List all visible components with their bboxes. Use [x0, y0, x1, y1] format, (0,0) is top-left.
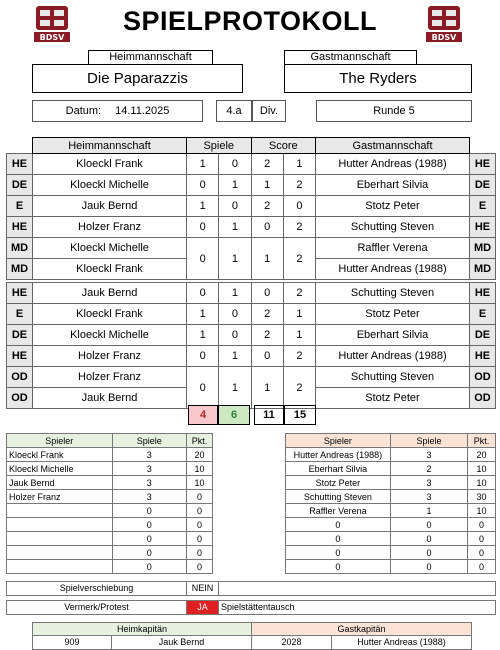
game-code: HE	[470, 217, 496, 238]
stats-points: 0	[187, 518, 213, 532]
game-code: E	[470, 196, 496, 217]
stats-points: 0	[187, 560, 213, 574]
stats-row	[7, 504, 213, 518]
home-player: Jauk Bernd	[33, 196, 187, 217]
stats-row	[286, 490, 496, 504]
game-code: E	[7, 196, 33, 217]
stats-games: 0	[390, 546, 467, 560]
guest-score: 2	[283, 283, 315, 304]
game-code: DE	[470, 175, 496, 196]
home-captain-name: Jauk Bernd	[112, 636, 252, 650]
guest-captain-label: Gastkapitän	[252, 622, 472, 636]
guest-games: 1	[219, 346, 251, 367]
stats-row	[286, 532, 496, 546]
stats-player	[7, 532, 113, 546]
home-games: 0	[187, 238, 219, 280]
match-row	[7, 238, 496, 259]
match-row	[7, 175, 496, 196]
home-captain-id: 909	[32, 636, 112, 650]
stats-row	[286, 560, 496, 574]
stats-player: Jauk Bernd	[7, 476, 113, 490]
stats-points: 10	[468, 476, 496, 490]
game-code: HE	[7, 217, 33, 238]
stats-points: 0	[468, 560, 496, 574]
game-code: OD	[7, 367, 33, 388]
match-row	[7, 217, 496, 238]
home-score: 2	[251, 304, 283, 325]
stats-games-header: Spiele	[390, 434, 467, 448]
stats-points: 0	[187, 504, 213, 518]
stats-games: 0	[112, 532, 186, 546]
stats-player-header: Spieler	[7, 434, 113, 448]
guest-stats-table	[285, 433, 496, 574]
stats-points-header: Pkt.	[468, 434, 496, 448]
match-row	[7, 325, 496, 346]
stats-player: Raffler Verena	[286, 504, 391, 518]
stats-points: 0	[468, 518, 496, 532]
guest-games: 1	[219, 238, 251, 280]
stats-games: 1	[390, 504, 467, 518]
stats-player: 0	[286, 560, 391, 574]
guest-player: Eberhart Silvia	[316, 325, 470, 346]
stats-row	[7, 518, 213, 532]
protest-row	[6, 600, 496, 615]
home-team-label: Heimmannschaft	[88, 50, 213, 65]
stats-games-header: Spiele	[112, 434, 186, 448]
home-games: 0	[187, 175, 219, 196]
home-games: 0	[187, 283, 219, 304]
guest-team-name: The Ryders	[284, 64, 472, 93]
home-score: 2	[251, 325, 283, 346]
stats-games: 3	[390, 476, 467, 490]
stats-row	[286, 518, 496, 532]
stats-player: 0	[286, 546, 391, 560]
postponement-row	[6, 581, 496, 596]
home-games: 1	[187, 304, 219, 325]
stats-row	[7, 476, 213, 490]
stats-points: 10	[468, 504, 496, 518]
stats-games: 0	[390, 518, 467, 532]
stats-games: 0	[390, 560, 467, 574]
match-row	[7, 283, 496, 304]
col-score: Score	[251, 138, 316, 154]
stats-row	[286, 476, 496, 490]
home-games: 1	[187, 325, 219, 346]
game-code: HE	[7, 283, 33, 304]
col-home: Heimmannschaft	[33, 138, 187, 154]
match-row	[7, 154, 496, 175]
home-player: Kloeckl Frank	[33, 304, 187, 325]
home-score: 1	[251, 367, 283, 409]
col-games: Spiele	[187, 138, 252, 154]
game-code: HE	[7, 346, 33, 367]
guest-score: 2	[283, 238, 315, 280]
stats-player: 0	[286, 518, 391, 532]
home-games: 0	[187, 367, 219, 409]
game-code: MD	[470, 259, 496, 280]
home-stats-table	[6, 433, 213, 574]
guest-score: 2	[283, 217, 315, 238]
protest-value: JA	[187, 601, 219, 614]
stats-points: 0	[468, 546, 496, 560]
guest-player: Stotz Peter	[316, 388, 470, 409]
stats-games: 2	[390, 462, 467, 476]
guest-games: 0	[219, 304, 251, 325]
match-table	[6, 137, 496, 409]
home-score: 1	[251, 175, 283, 196]
stats-player: Kloeckl Michelle	[7, 462, 113, 476]
home-score: 2	[251, 196, 283, 217]
guest-score: 1	[283, 304, 315, 325]
guest-score: 0	[283, 196, 315, 217]
guest-player: Schutting Steven	[316, 217, 470, 238]
date-value: 14.11.2025	[115, 105, 170, 117]
home-player: Kloeckl Michelle	[33, 325, 187, 346]
home-games: 0	[187, 217, 219, 238]
game-code: HE	[470, 154, 496, 175]
game-code: DE	[7, 325, 33, 346]
game-code: HE	[470, 346, 496, 367]
round-value: Runde 5	[316, 100, 472, 122]
home-games: 1	[187, 196, 219, 217]
guest-games: 1	[219, 217, 251, 238]
stats-points: 0	[468, 532, 496, 546]
stats-player	[7, 504, 113, 518]
stats-games: 3	[112, 476, 186, 490]
stats-row	[286, 448, 496, 462]
game-code: OD	[470, 388, 496, 409]
guest-score-total: 15	[284, 405, 316, 425]
game-code: MD	[7, 259, 33, 280]
match-row	[7, 346, 496, 367]
guest-games: 0	[219, 154, 251, 175]
guest-player: Hutter Andreas (1988)	[316, 154, 470, 175]
guest-player: Hutter Andreas (1988)	[316, 346, 470, 367]
stats-games: 0	[390, 532, 467, 546]
guest-captain-id: 2028	[252, 636, 332, 650]
home-player: Kloeckl Frank	[33, 259, 187, 280]
stats-points: 20	[187, 448, 213, 462]
stats-player: 0	[286, 532, 391, 546]
game-code: HE	[7, 154, 33, 175]
col-guest: Gastmannschaft	[316, 138, 470, 154]
stats-points: 0	[187, 532, 213, 546]
stats-player: Stotz Peter	[286, 476, 391, 490]
postponement-label: Spielverschiebung	[7, 582, 187, 595]
game-code: DE	[470, 325, 496, 346]
guest-score: 2	[283, 346, 315, 367]
home-games: 0	[187, 346, 219, 367]
home-player: Holzer Franz	[33, 217, 187, 238]
guest-player: Schutting Steven	[316, 283, 470, 304]
stats-games: 3	[112, 462, 186, 476]
stats-player: Hutter Andreas (1988)	[286, 448, 391, 462]
stats-row	[7, 490, 213, 504]
home-player: Holzer Franz	[33, 367, 187, 388]
stats-player	[7, 518, 113, 532]
division-label: Div.	[252, 100, 286, 122]
guest-player: Raffler Verena	[316, 238, 470, 259]
home-team-name: Die Paparazzis	[32, 64, 243, 93]
game-code: MD	[7, 238, 33, 259]
stats-player-header: Spieler	[286, 434, 391, 448]
match-row	[7, 304, 496, 325]
stats-points: 0	[187, 490, 213, 504]
stats-row	[286, 462, 496, 476]
date-label: Datum:	[65, 105, 102, 117]
date-field	[32, 100, 203, 122]
stats-games: 0	[112, 518, 186, 532]
guest-player: Schutting Steven	[316, 367, 470, 388]
game-code: OD	[7, 388, 33, 409]
home-score-total: 11	[254, 405, 284, 425]
game-code: E	[7, 304, 33, 325]
stats-row	[7, 532, 213, 546]
stats-row	[286, 546, 496, 560]
stats-points: 20	[468, 448, 496, 462]
stats-points-header: Pkt.	[187, 434, 213, 448]
stats-points: 10	[187, 476, 213, 490]
stats-games: 0	[112, 546, 186, 560]
stats-player: Kloeckl Frank	[7, 448, 113, 462]
guest-score: 2	[283, 367, 315, 409]
home-player: Kloeckl Michelle	[33, 238, 187, 259]
logo-text: BDSV	[39, 33, 65, 42]
stats-games: 3	[112, 448, 186, 462]
home-score: 2	[251, 154, 283, 175]
home-score: 0	[251, 283, 283, 304]
stats-points: 10	[468, 462, 496, 476]
guest-player: Stotz Peter	[316, 304, 470, 325]
game-code: MD	[470, 238, 496, 259]
home-score: 0	[251, 217, 283, 238]
stats-games: 3	[390, 448, 467, 462]
stats-row	[7, 448, 213, 462]
guest-score: 1	[283, 325, 315, 346]
stats-games: 0	[112, 504, 186, 518]
stats-games: 3	[112, 490, 186, 504]
home-player: Kloeckl Frank	[33, 154, 187, 175]
game-code: OD	[470, 367, 496, 388]
stats-row	[7, 560, 213, 574]
home-games: 1	[187, 154, 219, 175]
stats-row	[286, 504, 496, 518]
stats-points: 30	[468, 490, 496, 504]
stats-player	[7, 546, 113, 560]
home-player: Jauk Bernd	[33, 283, 187, 304]
stats-games: 3	[390, 490, 467, 504]
guest-team-label: Gastmannschaft	[284, 50, 417, 65]
protest-label: Vermerk/Protest	[7, 601, 187, 614]
logo-text: BDSV	[431, 33, 457, 42]
guest-player: Eberhart Silvia	[316, 175, 470, 196]
stats-player: Holzer Franz	[7, 490, 113, 504]
game-code: HE	[470, 283, 496, 304]
stats-points: 10	[187, 462, 213, 476]
game-code: DE	[7, 175, 33, 196]
match-row	[7, 367, 496, 388]
home-player: Jauk Bernd	[33, 388, 187, 409]
guest-games: 1	[219, 175, 251, 196]
guest-games: 0	[219, 196, 251, 217]
guest-player: Hutter Andreas (1988)	[316, 259, 470, 280]
stats-row	[7, 546, 213, 560]
guest-score: 2	[283, 175, 315, 196]
home-score: 1	[251, 238, 283, 280]
stats-player: Eberhart Silvia	[286, 462, 391, 476]
stats-points: 0	[187, 546, 213, 560]
stats-row	[7, 462, 213, 476]
home-captain-label: Heimkapitän	[32, 622, 252, 636]
match-row	[7, 196, 496, 217]
home-player: Kloeckl Michelle	[33, 175, 187, 196]
game-code: E	[470, 304, 496, 325]
stats-player: Schutting Steven	[286, 490, 391, 504]
postponement-value: NEIN	[187, 582, 219, 595]
guest-player: Stotz Peter	[316, 196, 470, 217]
captains-section	[32, 622, 472, 650]
guest-games: 1	[219, 367, 251, 409]
division-value: 4.a	[216, 100, 252, 122]
home-score: 0	[251, 346, 283, 367]
page-title: SPIELPROTOKOLL	[122, 6, 378, 36]
home-games-total: 4	[188, 405, 218, 425]
home-player: Holzer Franz	[33, 346, 187, 367]
stats-player	[7, 560, 113, 574]
protest-note: Spielstättentausch	[221, 602, 295, 612]
guest-score: 1	[283, 154, 315, 175]
guest-games: 0	[219, 325, 251, 346]
stats-games: 0	[112, 560, 186, 574]
guest-captain-name: Hutter Andreas (1988)	[332, 636, 472, 650]
guest-games: 1	[219, 283, 251, 304]
guest-games-total: 6	[218, 405, 250, 425]
